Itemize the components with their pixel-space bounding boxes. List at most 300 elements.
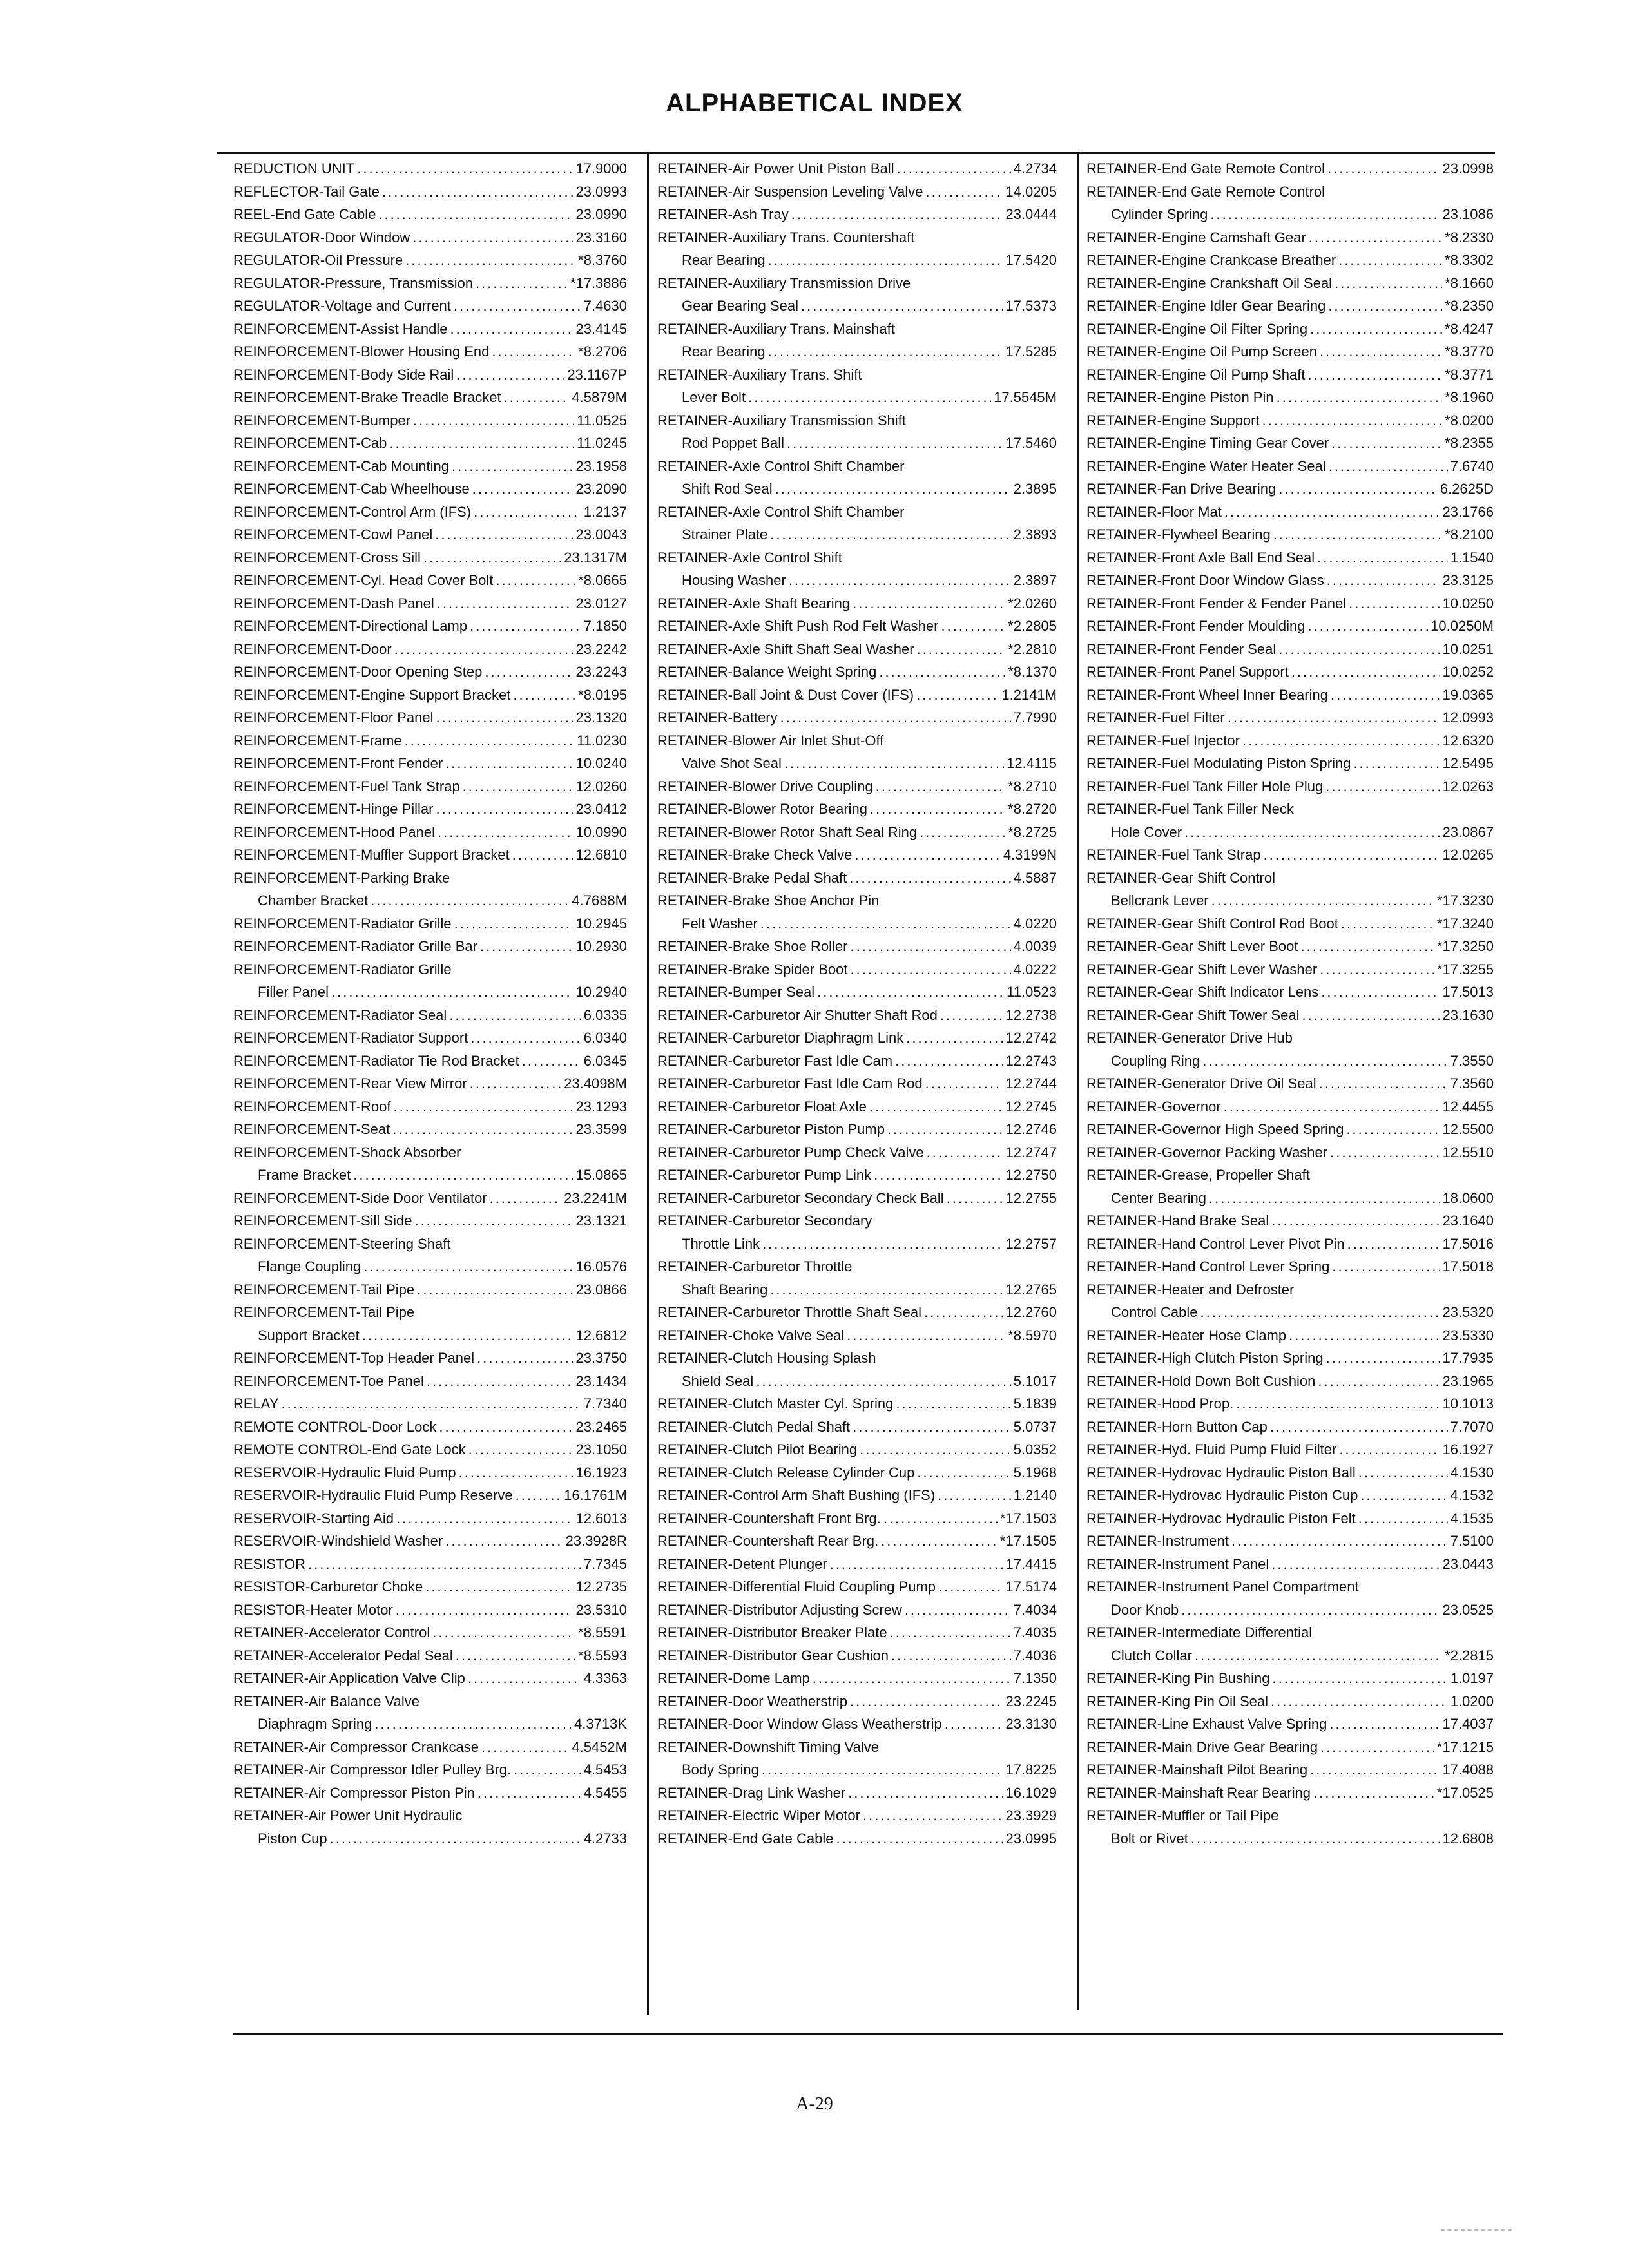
index-entry xyxy=(657,592,1057,615)
entry-name-continued: Lever Bolt xyxy=(682,389,746,405)
leader-dots xyxy=(417,1278,573,1302)
entry-reference: 23.1167P xyxy=(567,366,627,383)
index-entry xyxy=(657,1690,1057,1713)
entry-reference: 12.2765 xyxy=(1005,1281,1057,1298)
entry-name: RETAINER-Fuel Injector xyxy=(1086,732,1240,749)
entry-name: RETAINER-Blower Rotor Shaft Seal Ring xyxy=(657,823,918,840)
entry-reference: *17.3250 xyxy=(1436,938,1494,954)
entry-reference: 7.4034 xyxy=(1013,1601,1057,1618)
entry-reference: 4.5453 xyxy=(583,1762,627,1778)
entry-reference: 23.3125 xyxy=(1442,572,1494,588)
entry-name: RETAINER-Fuel Tank Filler Neck xyxy=(1086,801,1294,817)
entry-name: RETAINER-Front Panel Support xyxy=(1086,664,1289,680)
entry-reference: 23.1434 xyxy=(575,1372,627,1389)
index-entry xyxy=(1086,546,1494,570)
index-entry xyxy=(233,1187,627,1210)
entry-name: RETAINER-Auxiliary Transmission Drive xyxy=(657,274,911,291)
leader-dots xyxy=(1262,409,1443,432)
leader-dots xyxy=(412,226,573,249)
entry-reference: 18.0600 xyxy=(1442,1189,1494,1206)
leader-dots xyxy=(477,1782,581,1805)
entry-name-continued: Shaft Bearing xyxy=(682,1281,768,1298)
entry-reference: 23.0998 xyxy=(1442,160,1494,177)
index-entry xyxy=(1086,1278,1494,1324)
leader-dots xyxy=(1308,615,1429,638)
leader-dots xyxy=(760,912,1011,936)
leader-dots xyxy=(1339,1438,1440,1461)
entry-reference: 17.4037 xyxy=(1442,1716,1494,1732)
entry-name: RETAINER-Engine Crankshaft Oil Seal xyxy=(1086,274,1333,291)
entry-name: RESISTOR xyxy=(233,1555,306,1572)
scan-artifact-mark xyxy=(1441,2229,1512,2231)
index-entry xyxy=(657,1118,1057,1141)
entry-name: RETAINER-Main Drive Gear Bearing xyxy=(1086,1738,1318,1755)
entry-name: RETAINER-Carburetor Fast Idle Cam xyxy=(657,1052,893,1069)
entry-name: RETAINER-Auxiliary Trans. Shift xyxy=(657,366,862,383)
entry-name: RETAINER-Carburetor Throttle xyxy=(657,1258,853,1274)
index-entry xyxy=(233,638,627,661)
leader-dots xyxy=(427,1370,574,1393)
index-entry xyxy=(657,1072,1057,1095)
leader-dots xyxy=(1358,1461,1448,1485)
entry-name-continued: Rear Bearing xyxy=(682,252,766,268)
entry-reference: 12.2757 xyxy=(1005,1235,1057,1252)
index-entry xyxy=(233,249,627,272)
entry-name: RETAINER-Carburetor Piston Pump xyxy=(657,1121,885,1137)
index-entry xyxy=(233,935,627,958)
entry-name: RETAINER-Front Fender Moulding xyxy=(1086,618,1306,634)
entry-name: REINFORCEMENT-Roof xyxy=(233,1098,391,1115)
leader-dots xyxy=(1331,684,1440,707)
entry-name: RETAINER-Hyd. Fluid Pump Fluid Filter xyxy=(1086,1441,1337,1457)
entry-name: RETAINER-Blower Air Inlet Shut-Off xyxy=(657,732,884,749)
entry-reference: 17.5285 xyxy=(1005,343,1057,360)
entry-reference: *8.1960 xyxy=(1445,389,1494,405)
index-entry xyxy=(1086,1233,1494,1256)
index-entry xyxy=(1086,1026,1494,1072)
entry-reference: 23.0525 xyxy=(1442,1601,1494,1618)
entry-name: RETAINER-Axle Shaft Bearing xyxy=(657,595,851,611)
leader-dots xyxy=(363,1255,573,1278)
entry-reference: 10.0990 xyxy=(575,823,627,840)
entry-name: RETAINER-Engine Oil Filter Spring xyxy=(1086,320,1308,337)
entry-name: RETAINER-King Pin Oil Seal xyxy=(1086,1693,1269,1709)
leader-dots xyxy=(1329,455,1448,478)
index-entry xyxy=(1086,157,1494,180)
entry-name: REINFORCEMENT-Steering Shaft xyxy=(233,1235,451,1252)
entry-name-continued: Diaphragm Spring xyxy=(258,1716,372,1732)
entry-reference: *17.1215 xyxy=(1436,1738,1494,1755)
entry-reference: 10.0251 xyxy=(1442,640,1494,657)
entry-reference: 4.0222 xyxy=(1013,961,1057,977)
entry-name: RETAINER-Countershaft Rear Brg. xyxy=(657,1533,879,1549)
entry-reference: 6.2625D xyxy=(1440,481,1494,497)
leader-dots xyxy=(890,1621,1011,1644)
index-entry xyxy=(233,592,627,615)
entry-reference: 23.3928R xyxy=(565,1533,627,1549)
leader-dots xyxy=(1338,249,1442,272)
leader-dots xyxy=(789,569,1011,592)
index-entry xyxy=(1086,1553,1494,1576)
entry-reference: 6.0335 xyxy=(583,1006,627,1023)
entry-name: RETAINER-Engine Timing Gear Cover xyxy=(1086,435,1329,451)
leader-dots xyxy=(860,1438,1011,1461)
leader-dots xyxy=(883,1507,998,1530)
entry-reference: *2.2805 xyxy=(1008,618,1057,634)
index-entry xyxy=(233,752,627,775)
entry-name: RETAINER-Engine Crankcase Breather xyxy=(1086,252,1336,268)
leader-dots xyxy=(432,1621,575,1644)
index-entry xyxy=(1086,1392,1494,1416)
index-entry xyxy=(1086,1530,1494,1553)
entry-reference: *8.1660 xyxy=(1445,274,1494,291)
entry-name: RETAINER-Air Power Unit Piston Ball xyxy=(657,160,894,177)
index-entry xyxy=(233,1758,627,1782)
entry-name: RETAINER-Hydrovac Hydraulic Piston Felt xyxy=(1086,1510,1356,1526)
entry-reference: 23.3929 xyxy=(1005,1807,1057,1823)
leader-dots xyxy=(1191,1827,1440,1850)
index-entry xyxy=(657,981,1057,1004)
entry-reference: *2.2815 xyxy=(1445,1647,1494,1664)
entry-reference: 12.5510 xyxy=(1442,1144,1494,1160)
index-entry xyxy=(657,706,1057,729)
index-entry xyxy=(233,455,627,478)
leader-dots xyxy=(1326,1347,1440,1370)
index-entry xyxy=(1086,318,1494,341)
leader-dots xyxy=(941,615,1005,638)
index-entry xyxy=(657,1484,1057,1507)
index-entry xyxy=(657,363,1057,409)
entry-name: REGULATOR-Voltage and Current xyxy=(233,298,451,314)
entry-name: REINFORCEMENT-Hinge Pillar xyxy=(233,801,434,817)
entry-name: RETAINER-Carburetor Diaphragm Link xyxy=(657,1030,904,1046)
entry-reference: 7.1350 xyxy=(1013,1670,1057,1686)
index-entry xyxy=(1086,1095,1494,1119)
index-entry xyxy=(1086,729,1494,753)
entry-name: RETAINER-Dome Lamp xyxy=(657,1670,810,1686)
index-entry xyxy=(657,1255,1057,1301)
index-entry xyxy=(657,1827,1057,1850)
entry-reference: 12.0260 xyxy=(575,778,627,794)
entry-reference: 7.4630 xyxy=(583,298,627,314)
leader-dots xyxy=(512,843,574,867)
leader-dots xyxy=(490,1187,561,1210)
entry-name: REINFORCEMENT-Hood Panel xyxy=(233,823,435,840)
entry-reference: 10.2940 xyxy=(575,984,627,1000)
leader-dots xyxy=(1321,981,1440,1004)
index-entry xyxy=(657,1644,1057,1667)
entry-reference: 23.0043 xyxy=(575,526,627,543)
index-entry xyxy=(657,1095,1057,1119)
index-entry xyxy=(657,843,1057,867)
entry-name: REDUCTION UNIT xyxy=(233,160,355,177)
entry-name: RETAINER-Differential Fluid Coupling Pump xyxy=(657,1579,936,1595)
entry-name: RETAINER-Governor High Speed Spring xyxy=(1086,1121,1344,1137)
entry-name: REINFORCEMENT-Blower Housing End xyxy=(233,343,490,360)
entry-name-continued: Bellcrank Lever xyxy=(1111,892,1209,908)
entry-reference: 17.5373 xyxy=(1005,298,1057,314)
entry-reference: 23.0127 xyxy=(575,595,627,611)
index-entry xyxy=(657,1804,1057,1827)
leader-dots xyxy=(1330,1141,1440,1164)
leader-dots xyxy=(445,752,573,775)
index-entry xyxy=(233,1233,627,1278)
leader-dots xyxy=(405,729,575,753)
index-entry xyxy=(1086,1690,1494,1713)
entry-name: RETAINER-Battery xyxy=(657,709,778,726)
entry-reference: 10.0252 xyxy=(1442,664,1494,680)
index-entry xyxy=(233,363,627,387)
index-entry xyxy=(233,1438,627,1461)
index-entry xyxy=(1086,1416,1494,1439)
index-entry xyxy=(233,203,627,226)
leader-dots xyxy=(1200,1301,1440,1324)
entry-name: RETAINER-Gear Shift Lever Boot xyxy=(1086,938,1298,954)
entry-name: RETAINER-Air Compressor Idler Pulley Brg. xyxy=(233,1762,512,1778)
entry-name: REINFORCEMENT-Dash Panel xyxy=(233,595,434,611)
entry-reference: *8.2350 xyxy=(1445,298,1494,314)
entry-name: REINFORCEMENT-Radiator Grille Bar xyxy=(233,938,477,954)
leader-dots xyxy=(371,889,569,912)
leader-dots xyxy=(879,660,1005,684)
leader-dots xyxy=(938,1575,1003,1599)
entry-reference: 1.2137 xyxy=(583,503,627,520)
leader-dots xyxy=(1327,569,1440,592)
entry-reference: 7.7990 xyxy=(1013,709,1057,726)
index-entry xyxy=(233,660,627,684)
leader-dots xyxy=(1310,318,1442,341)
index-entry xyxy=(233,1644,627,1667)
index-entry xyxy=(233,180,627,204)
leader-dots xyxy=(477,1347,573,1370)
index-entry xyxy=(1086,912,1494,936)
entry-name: RETAINER-Carburetor Pump Check Valve xyxy=(657,1144,924,1160)
entry-name: RETAINER-Clutch Pilot Bearing xyxy=(657,1441,858,1457)
entry-reference: 10.1013 xyxy=(1442,1396,1494,1412)
entry-name: REINFORCEMENT-Engine Support Bracket xyxy=(233,686,511,703)
leader-dots xyxy=(853,592,1005,615)
index-entry xyxy=(657,1416,1057,1439)
entry-reference: 12.2747 xyxy=(1005,1144,1057,1160)
leader-dots xyxy=(504,386,570,409)
entry-name: REINFORCEMENT-Cyl. Head Cover Bolt xyxy=(233,572,494,588)
index-entry xyxy=(657,1621,1057,1644)
entry-name-continued: Body Spring xyxy=(682,1762,759,1778)
entry-reference: 16.1923 xyxy=(575,1464,627,1481)
index-entry xyxy=(657,821,1057,844)
entry-reference: 4.5879M xyxy=(572,389,627,405)
entry-reference: 1.0197 xyxy=(1450,1670,1494,1686)
leader-dots xyxy=(516,1484,562,1507)
entry-reference: 1.2141M xyxy=(1001,686,1057,703)
entry-name: REINFORCEMENT-Frame xyxy=(233,732,402,749)
index-entry xyxy=(233,1370,627,1393)
leader-dots xyxy=(920,821,1005,844)
entry-reference: *8.5970 xyxy=(1008,1327,1057,1343)
entry-name: REINFORCEMENT-Cab Wheelhouse xyxy=(233,481,470,497)
entry-name-continued: Center Bearing xyxy=(1111,1189,1206,1206)
entry-reference: 4.1532 xyxy=(1450,1487,1494,1503)
entry-name: RETAINER-Fuel Tank Strap xyxy=(1086,847,1261,863)
entry-name: RETAINER-Carburetor Float Axle xyxy=(657,1098,867,1115)
entry-name: RETAINER-Air Suspension Leveling Valve xyxy=(657,183,923,200)
leader-dots xyxy=(445,1530,563,1553)
leader-dots xyxy=(382,180,573,204)
entry-reference: 23.5310 xyxy=(575,1601,627,1618)
leader-dots xyxy=(925,1072,1003,1095)
index-entry xyxy=(233,1118,627,1141)
leader-dots xyxy=(437,592,574,615)
index-entry xyxy=(657,1530,1057,1553)
entry-name: REMOTE CONTROL-End Gate Lock xyxy=(233,1441,466,1457)
leader-dots xyxy=(459,1461,574,1485)
entry-name: REINFORCEMENT-Body Side Rail xyxy=(233,366,454,383)
index-entry xyxy=(657,1187,1057,1210)
entry-name: RETAINER-King Pin Bushing xyxy=(1086,1670,1270,1686)
leader-dots xyxy=(331,981,573,1004)
entry-name: RETAINER-Fuel Filter xyxy=(1086,709,1225,726)
entry-name: RESERVOIR-Hydraulic Fluid Pump Reserve xyxy=(233,1487,513,1503)
index-entry xyxy=(233,318,627,341)
entry-reference: *8.3760 xyxy=(578,252,627,268)
leader-dots xyxy=(791,203,1003,226)
entry-reference: 17.5018 xyxy=(1442,1258,1494,1274)
index-entry xyxy=(1086,798,1494,843)
entry-reference: 12.6810 xyxy=(575,847,627,863)
entry-reference: 23.5330 xyxy=(1442,1327,1494,1343)
entry-name: RETAINER-Hold Down Bolt Cushion xyxy=(1086,1372,1316,1389)
column-divider-1 xyxy=(647,152,649,2015)
index-entry xyxy=(233,1804,627,1850)
leader-dots xyxy=(848,1782,1003,1805)
entry-reference: 17.7935 xyxy=(1442,1350,1494,1366)
index-entry xyxy=(1086,226,1494,249)
entry-reference: *8.2100 xyxy=(1445,526,1494,543)
entry-reference: 4.2734 xyxy=(1013,160,1057,177)
entry-reference: 23.0444 xyxy=(1005,206,1057,222)
index-entry xyxy=(1086,1804,1494,1850)
leader-dots xyxy=(849,867,1010,890)
leader-dots xyxy=(439,1416,573,1439)
leader-dots xyxy=(1329,1713,1440,1736)
leader-dots xyxy=(393,1095,573,1119)
leader-dots xyxy=(801,294,1003,318)
leader-dots xyxy=(389,432,574,455)
index-column-1 xyxy=(233,157,627,1850)
index-entry xyxy=(657,318,1057,363)
entry-reference: *2.0260 xyxy=(1008,595,1057,611)
index-entry xyxy=(233,523,627,546)
index-entry xyxy=(233,1599,627,1622)
entry-name: RETAINER-Carburetor Throttle Shaft Seal xyxy=(657,1304,922,1320)
index-entry xyxy=(233,684,627,707)
index-entry xyxy=(1086,638,1494,661)
index-entry xyxy=(1086,1370,1494,1393)
entry-name: RETAINER-Horn Button Cap xyxy=(1086,1418,1268,1435)
index-entry xyxy=(657,1026,1057,1050)
index-entry xyxy=(233,340,627,363)
index-entry xyxy=(233,958,627,1004)
leader-dots xyxy=(450,318,574,341)
entry-name: RETAINER-Line Exhaust Valve Spring xyxy=(1086,1716,1327,1732)
entry-name: RETAINER-Hydrovac Hydraulic Piston Ball xyxy=(1086,1464,1356,1481)
entry-reference: *8.5593 xyxy=(578,1647,627,1664)
index-entry xyxy=(233,1530,627,1553)
entry-name: REINFORCEMENT-Radiator Support xyxy=(233,1030,468,1046)
index-entry xyxy=(1086,1164,1494,1209)
entry-reference: 4.5455 xyxy=(583,1784,627,1801)
index-entry xyxy=(1086,706,1494,729)
index-entry xyxy=(1086,1438,1494,1461)
entry-reference: 23.1766 xyxy=(1442,503,1494,520)
leader-dots xyxy=(436,798,574,821)
leader-dots xyxy=(468,1438,574,1461)
entry-name: RETAINER-Drag Link Washer xyxy=(657,1784,846,1801)
entry-reference: 16.1927 xyxy=(1442,1441,1494,1457)
entry-reference: 23.1317M xyxy=(564,549,627,566)
leader-dots xyxy=(896,1392,1010,1416)
entry-reference: 12.5495 xyxy=(1442,755,1494,771)
entry-name: REINFORCEMENT-Bumper xyxy=(233,412,411,428)
entry-name: RETAINER-Gear Shift Control Rod Boot xyxy=(1086,915,1338,932)
leader-dots xyxy=(887,1118,1003,1141)
entry-name-continued: Felt Washer xyxy=(682,915,758,932)
entry-name: REINFORCEMENT-Tail Pipe xyxy=(233,1304,415,1320)
header-rule xyxy=(217,152,1495,154)
entry-reference: *17.3886 xyxy=(570,274,627,291)
entry-reference: 4.3713K xyxy=(574,1716,627,1732)
entry-name: RETAINER-Gear Shift Indicator Lens xyxy=(1086,984,1319,1000)
index-entry xyxy=(657,546,1057,592)
leader-dots xyxy=(787,432,1003,455)
entry-name: RETAINER-Carburetor Pump Link xyxy=(657,1167,872,1183)
entry-name: REINFORCEMENT-Side Door Ventilator xyxy=(233,1189,487,1206)
entry-name-continued: Frame Bracket xyxy=(258,1167,351,1183)
entry-name: REINFORCEMENT-Directional Lamp xyxy=(233,618,468,634)
leader-dots xyxy=(282,1392,581,1416)
entry-reference: 23.2243 xyxy=(575,664,627,680)
entry-name: RETAINER-Front Door Window Glass xyxy=(1086,572,1324,588)
entry-name: RETAINER-Engine Support xyxy=(1086,412,1260,428)
index-entry xyxy=(657,180,1057,204)
index-entry xyxy=(1086,409,1494,432)
entry-reference: 23.4098M xyxy=(564,1075,627,1091)
leader-dots xyxy=(1289,1324,1440,1347)
index-entry xyxy=(233,1141,627,1187)
index-entry xyxy=(233,615,627,638)
entry-name: RETAINER-Downshift Timing Valve xyxy=(657,1738,879,1755)
entry-reference: 12.0993 xyxy=(1442,709,1494,726)
entry-reference: 4.0039 xyxy=(1013,938,1057,954)
entry-reference: 12.2750 xyxy=(1005,1167,1057,1183)
entry-name: RETAINER-Fan Drive Bearing xyxy=(1086,481,1277,497)
leader-dots xyxy=(1331,432,1442,455)
entry-reference: 12.2735 xyxy=(575,1579,627,1595)
leader-dots xyxy=(414,1209,573,1233)
entry-name: RELAY xyxy=(233,1396,279,1412)
entry-name: RETAINER-Door Weatherstrip xyxy=(657,1693,848,1709)
leader-dots xyxy=(463,775,574,798)
entry-name-continued: Shield Seal xyxy=(682,1372,754,1389)
entry-reference: 4.2733 xyxy=(583,1830,627,1847)
leader-dots xyxy=(850,958,1010,981)
entry-name: RETAINER-Brake Pedal Shaft xyxy=(657,869,847,886)
leader-dots xyxy=(1228,706,1440,729)
index-entry xyxy=(657,1301,1057,1324)
index-entry xyxy=(1086,935,1494,958)
index-entry xyxy=(233,432,627,455)
index-entry xyxy=(1086,180,1494,226)
